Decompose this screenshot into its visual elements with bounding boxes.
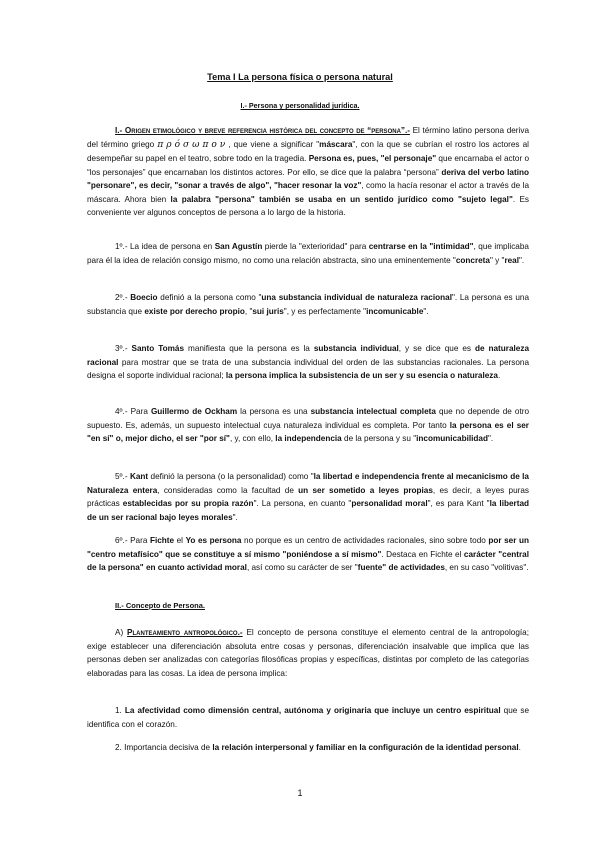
section-heading: I.- Origen etimológico y breve referencia histórica del concepto de “persona”.- xyxy=(115,126,410,135)
greek-term: πρόσωπον xyxy=(157,139,229,150)
page-title: Tema I La persona física o persona natural xyxy=(207,72,393,82)
paragraph-planteamiento: A) Planteamiento antropológico.- El concepto de persona constituye el elemento central de la antropología; exige establecer una diferenciación absoluta entre cosas y personas, diferenciación insalvable que implica que las personas deben ser analizadas con categorías filosóficas propias y específicas, distintas por completo de las categorías elaboradas para las cosas. La idea de persona implica: xyxy=(87,628,529,678)
paragraph-santo-tomas: 3º.- Santo Tomás manifiesta que la persona es la substancia individual, y se dice que es de naturaleza racional para mostrar que se trata de una substancia individual del orden de las substancias racionales. La persona designa el soporte individual racional; la persona implica la subsistencia de un ser y su esencia o naturaleza. xyxy=(87,344,529,380)
section-heading-concepto: II.- Concepto de Persona. xyxy=(115,601,206,610)
list-item: 1. La afectividad como dimensión central, autónoma y originaria que incluye un centro espiritual que se identifica con el corazón. xyxy=(87,706,529,729)
page-number: 1 xyxy=(297,788,303,798)
paragraph-fichte: 6º.- Para Fichte el Yo es persona no porque es un centro de actividades racionales, sino sobre todo por ser un "centro metafísico" que se constituye a sí mismo "poniéndose a sí mismo". Destaca en Fichte el carácter "central de la persona" en cuanto actividad moral, así como su carácter de ser "fuente" de actividades, en su caso "volitivas". xyxy=(87,536,529,572)
section-subtitle: I.- Persona y personalidad jurídica. xyxy=(240,101,360,110)
list-item: 2. Importancia decisiva de la relación interpersonal y familiar en la configuración de la identidad personal. xyxy=(115,743,521,752)
paragraph-etymology: I.- Origen etimológico y breve referencia histórica del concepto de “persona”.- El término latino persona deriva del término griego πρόσωπον, que viene a significar "máscara", con la que se cubrían el rostro los actores al desempeñar su papel en el teatro, sobre todo en la tragedia. Persona es, pues, "el personaje" que encarnaba el actor o “los personajes” que encarnaban los distintos actores. Por ello, se dice que la palabra “persona” deriva del verbo latino "personare", es decir, "sonar a través de algo", "hacer resonar la voz", como la hacía resonar el actor a través de la máscara. Ahora bien la palabra "persona" también se usaba en un sentido jurídico como "sujeto legal". Es conveniente ver algunos conceptos de persona a lo largo de la historia. xyxy=(87,126,530,217)
paragraph-kant: 5º.- Kant definió la persona (o la personalidad) como "la libertad e independencia frente al mecanicismo de la Naturaleza entera, consideradas como la facultad de un ser sometido a leyes propias, es decir, a leyes puras prácticas establecidas por su propia razón". La persona, en cuanto "personalidad moral", es para Kant "la libertad de un ser racional bajo leyes morales". xyxy=(87,472,529,522)
paragraph-boecio: 2º.- Boecio definió a la persona como "una substancia individual de naturaleza racional". La persona es una substancia que existe por derecho propio, "sui juris", y es perfectamente "incomunicable". xyxy=(87,293,529,316)
paragraph-san-agustin: 1º.- La idea de persona en San Agustín pierde la "exterioridad" para centrarse en la "intimidad", que implicaba para él la idea de relación consigo mismo, no como una relación abstracta, sino una eminentemente "concreta" y "real". xyxy=(87,242,529,265)
paragraph-ockham: 4º.- Para Guillermo de Ockham la persona es una substancia intelectual completa que no depende de otro supuesto. Es, además, un supuesto intelectual cuya naturaleza individual es completa. Por tanto la persona es el ser "en sí" o, mejor dicho, el ser "por sí", y, con ello, la independencia de la persona y su "incomunicabilidad". xyxy=(87,407,530,443)
